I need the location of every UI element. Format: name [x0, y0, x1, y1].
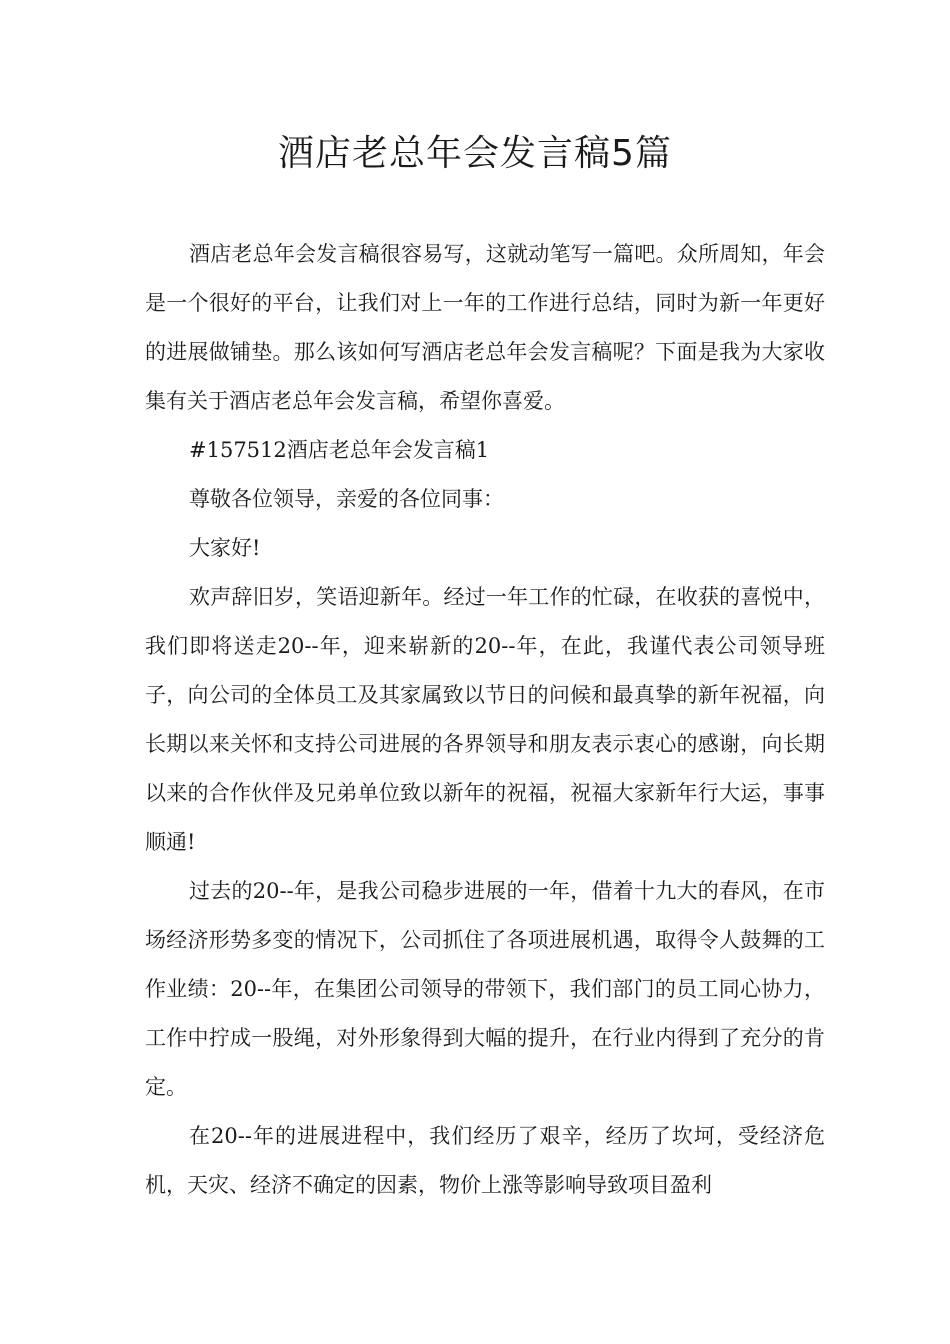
- body-paragraph: 过去的20--年，是我公司稳步进展的一年，借着十九大的春风，在市场经济形势多变的情况下，公司抓住了各项进展机遇，取得令人鼓舞的工作业绩：20--年，在集团公司领导的带领下，我们部门的员工同心协力，工作中拧成一股绳，对外形象得到大幅的提升，在行业内得到了充分的肯定。: [145, 879, 825, 1099]
- body-paragraph: 在20--年的进展进程中，我们经历了艰辛，经历了坎坷，受经济危机，天灾、经济不确定的因素，物价上涨等影响导致项目盈利: [145, 1124, 825, 1197]
- section-heading: #157512酒店老总年会发言稿1: [189, 438, 490, 462]
- document-title: 酒店老总年会发言稿5篇: [278, 133, 672, 174]
- greeting: 大家好!: [189, 536, 261, 560]
- body-paragraph: 欢声辞旧岁，笑语迎新年。经过一年工作的忙碌，在收获的喜悦中，我们即将送走20--年，迎来崭新的20--年，在此，我谨代表公司领导班子，向公司的全体员工及其家属致以节日的问候和最真挚的新年祝福，向长期以来关怀和支持公司进展的各界领导和朋友表示衷心的感谢，向长期以来的合作伙伴及兄弟单位致以新年的祝福，祝福大家新年行大运，事事顺通!: [145, 585, 825, 854]
- intro-paragraph: 酒店老总年会发言稿很容易写，这就动笔写一篇吧。众所周知，年会是一个很好的平台，让我们对上一年的工作进行总结，同时为新一年更好的进展做铺垫。那么该如何写酒店老总年会发言稿呢？下面是我为大家收集有关于酒店老总年会发言稿，希望你喜爱。: [145, 242, 825, 413]
- document-body: [145, 230, 825, 1210]
- salutation: 尊敬各位领导，亲爱的各位同事：: [189, 487, 504, 511]
